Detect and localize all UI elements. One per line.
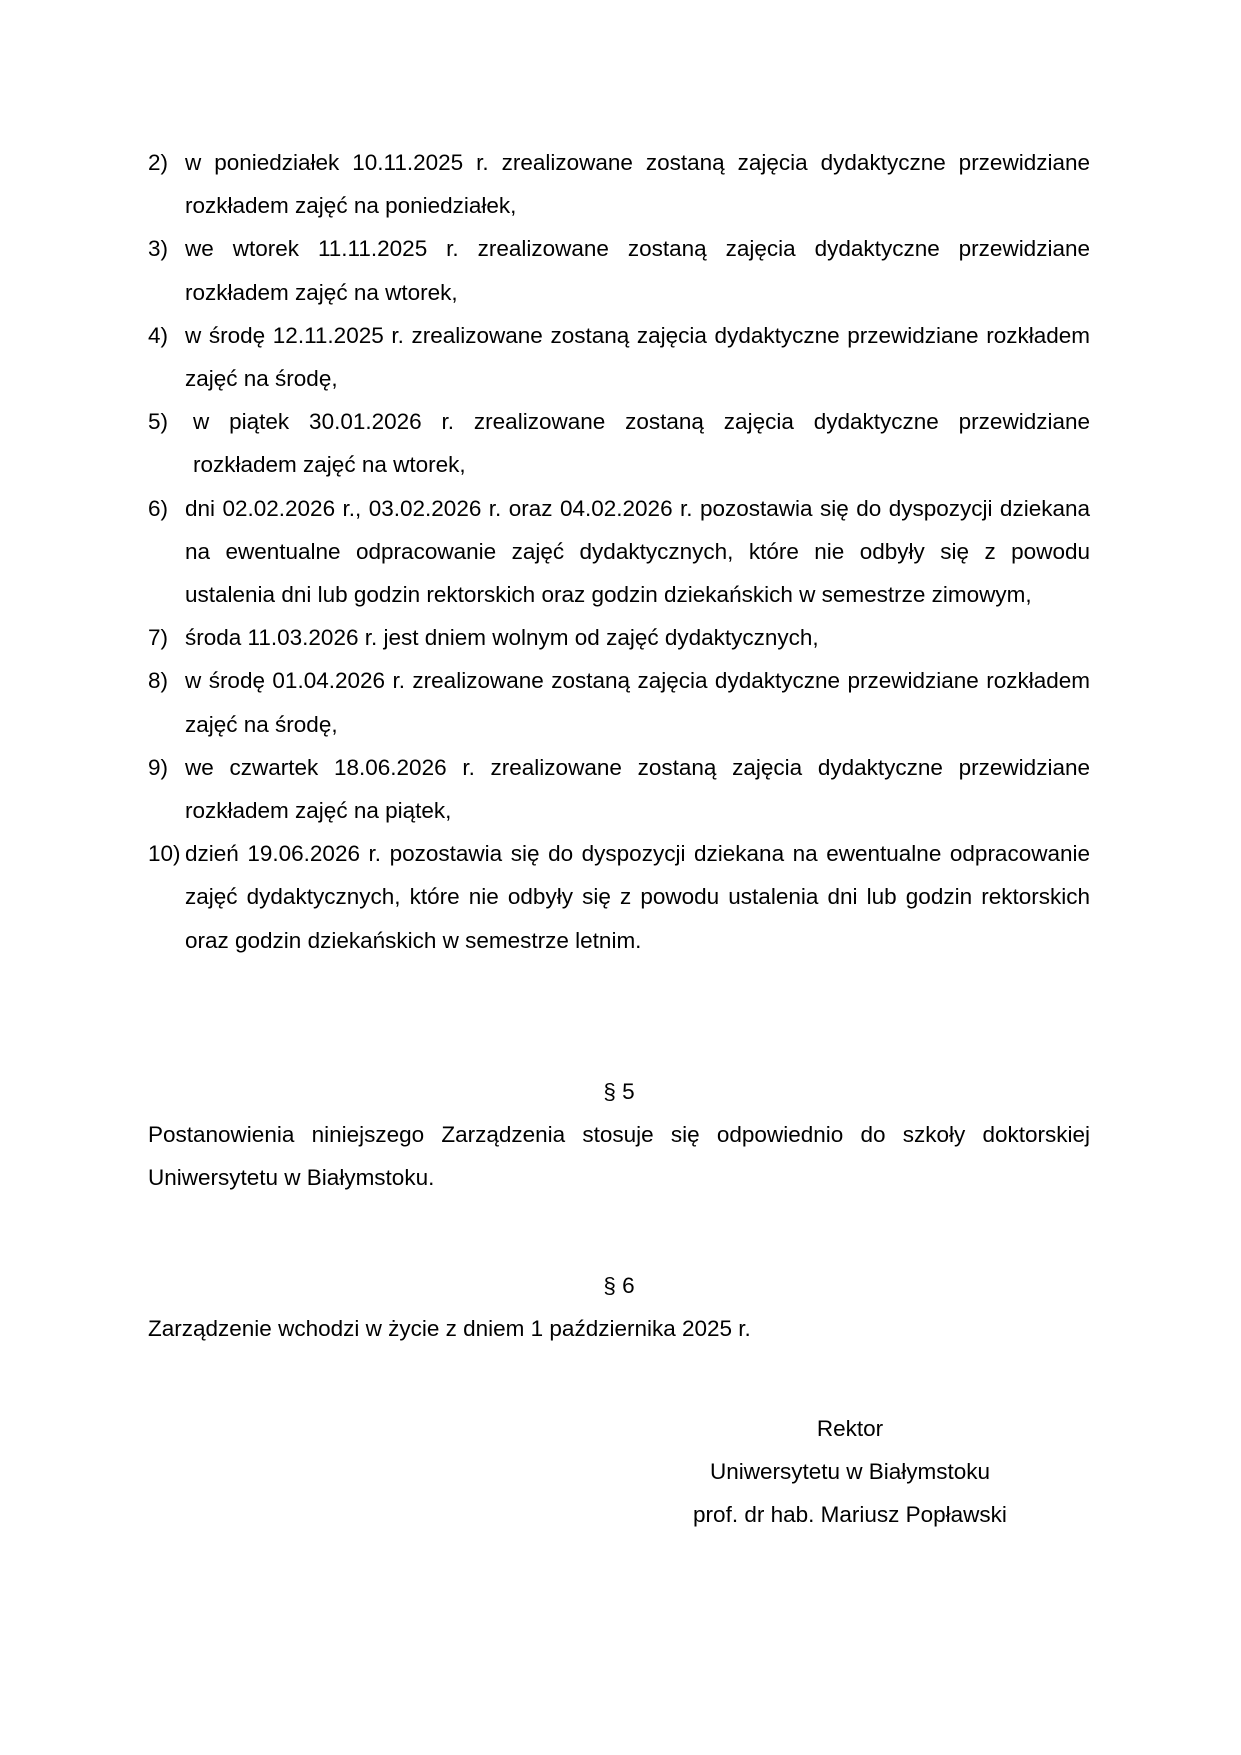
list-item [148,400,1090,486]
list-item-number: 5) [148,409,169,435]
list-item-text: we wtorek 11.11.2025 r. zrealizowane zostaną zajęcia dydaktyczne przewidziane rozkładem zajęć na wtorek, [185,236,1090,305]
list-item [148,314,1090,400]
list-item-text: środa 11.03.2026 r. jest dniem wolnym od zajęć dydaktycznych, [185,625,819,651]
signature-title: Rektor [816,1416,884,1441]
list-item [148,227,1090,313]
list-item [148,832,1090,962]
list-item-text: w piątek 30.01.2026 r. zrealizowane zostaną zajęcia dydaktyczne przewidziane rozkładem zajęć na wtorek, [193,409,1090,478]
numbered-list [148,141,1090,962]
list-item-text: w środę 12.11.2025 r. zrealizowane zostaną zajęcia dydaktyczne przewidziane rozkładem zajęć na środę, [185,322,1090,392]
list-item-text: dni 02.02.2026 r., 03.02.2026 r. oraz 04.02.2026 r. pozostawia się do dyspozycji dziekana na ewentualne odpracowanie zajęć dydaktycznych, które nie odbyły się z powodu ustalenia dni lub godzin rektorskich oraz godzin dziekańskich w semestrze zimowym, [185,495,1090,608]
section-6-heading: § 6 [603,1273,635,1298]
list-item [148,746,1090,832]
list-item-number: 9) [148,754,169,780]
list-item-number: 4) [148,322,169,348]
section-5-text: Postanowienia niniejszego Zarządzenia stosuje się odpowiednio do szkoły doktorskiej Uniwersytetu w Białymstoku. [148,1122,1090,1191]
list-item-number: 2) [148,150,169,175]
list-item [148,487,1090,617]
section-6 [148,1264,1090,1350]
list-item-number: 6) [148,495,169,521]
signature-name: prof. dr hab. Mariusz Popławski [693,1502,1007,1527]
list-item-text: w środę 01.04.2026 r. zrealizowane zostaną zajęcia dydaktyczne przewidziane rozkładem zajęć na środę, [185,668,1090,737]
signature-block [660,1407,1040,1536]
list-item [148,141,1090,227]
list-item-number: 10) [148,841,181,867]
list-item-number: 8) [148,668,169,694]
list-item-text: w poniedziałek 10.11.2025 r. zrealizowane zostaną zajęcia dydaktyczne przewidziane rozkładem zajęć na poniedziałek, [185,150,1090,219]
section-6-text: Zarządzenie wchodzi w życie z dniem 1 października 2025 r. [148,1316,751,1341]
list-item-text: dzień 19.06.2026 r. pozostawia się do dyspozycji dziekana na ewentualne odpracowanie zajęć dydaktycznych, które nie odbyły się z powodu ustalenia dni lub godzin rektorskich oraz godzin dziekańskich w semestrze letnim. [185,841,1090,953]
list-item [148,616,1090,659]
section-5 [148,1070,1090,1199]
list-item [148,659,1090,745]
section-5-heading: § 5 [603,1079,635,1104]
list-item-number: 7) [148,625,169,651]
signature-institution: Uniwersytetu w Białymstoku [709,1459,991,1484]
list-item-text: we czwartek 18.06.2026 r. zrealizowane zostaną zajęcia dydaktyczne przewidziane rozkładem zajęć na piątek, [185,754,1090,824]
list-item-number: 3) [148,236,169,262]
